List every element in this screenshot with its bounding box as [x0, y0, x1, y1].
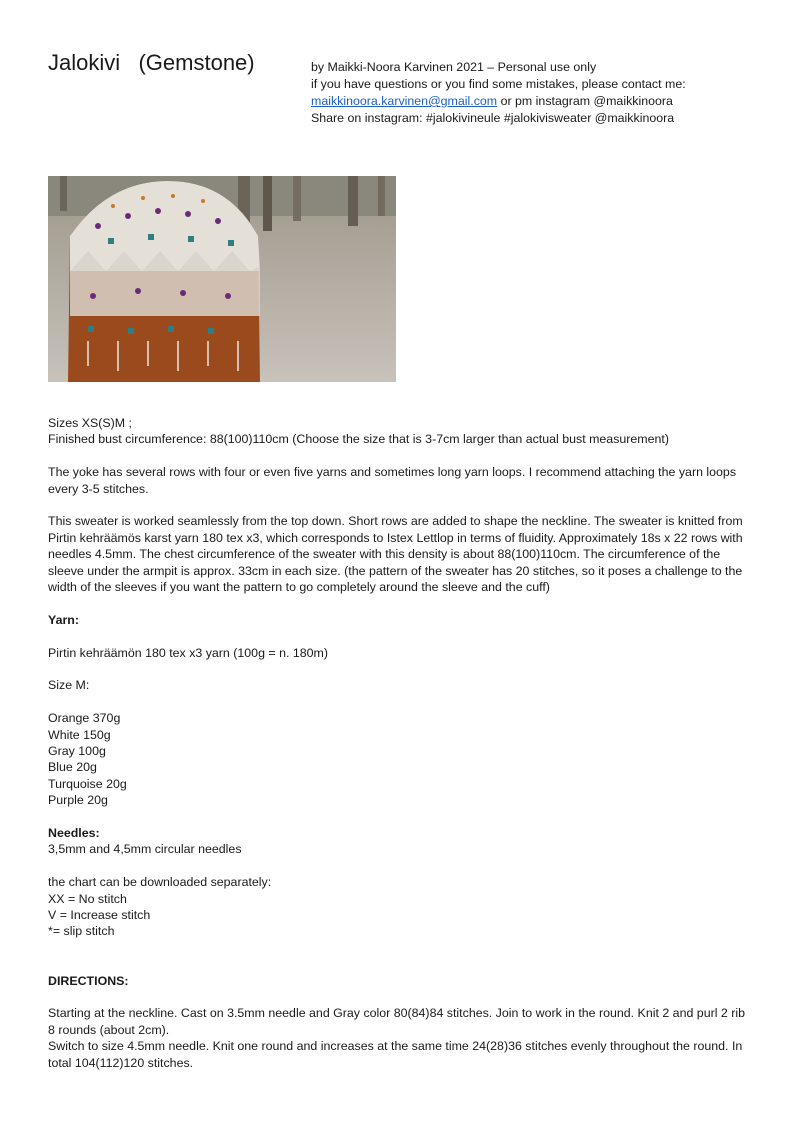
yarn-amount: Blue 20g: [48, 760, 97, 775]
contact-text: if you have questions or you find some mistakes, please contact me:: [311, 77, 686, 91]
chart-text: the chart can be downloaded separately:: [48, 875, 272, 890]
bust-text: Finished bust circumference: 88(100)110cm (Choose the size that is 3-7cm larger than actual bust measurement): [48, 432, 669, 447]
legend-item: V = Increase stitch: [48, 908, 151, 923]
sizes-text: Sizes XS(S)M ;: [48, 416, 132, 430]
construction-text-4: sleeve under the armpit is approx. 33cm in each size. (the pattern of the sweater has 20 stitches, so it poses a challenge to the: [48, 563, 743, 578]
pattern-title: Jalokivi (Gemstone): [48, 50, 255, 75]
contact-line: [311, 93, 686, 110]
pattern-body: [48, 415, 753, 1071]
construction-text-1: This sweater is worked seamlessly from the top down. Short rows are added to shape the neckline. The sweater is knitted from: [48, 514, 743, 529]
instagram-text: or pm instagram @maikkinoora: [497, 94, 673, 108]
yarn-amount: Gray 100g: [48, 744, 106, 759]
sweater-photo-illustration: [48, 176, 396, 382]
share-text: Share on instagram: #jalokivineule #jalokivisweater @maikkinoora: [311, 111, 675, 125]
legend-item: *= slip stitch: [48, 924, 115, 939]
byline-block: [311, 59, 686, 127]
yarn-text: Pirtin kehräämön 180 tex x3 yarn (100g = n. 180m): [48, 645, 328, 660]
email-link[interactable]: maikkinoora.karvinen@gmail.com: [311, 94, 498, 108]
directions-text-1: Starting at the neckline. Cast on 3.5mm needle and Gray color 80(84)84 stitches. Join to work in the round. Knit 2 and purl 2 rib: [48, 1006, 746, 1021]
yoke-text-2: every 3-5 stitches.: [48, 481, 149, 496]
yarn-amount: Orange 370g: [48, 711, 121, 726]
directions-text-4: total 104(112)120 stitches.: [48, 1055, 194, 1070]
construction-text-5: width of the sleeves if you want the pattern to go completely around the sleeve and the cuff): [48, 580, 550, 595]
needles-text: 3,5mm and 4,5mm circular needles: [48, 842, 242, 857]
construction-text-3: needles 4.5mm. The chest circumference of the sweater with this density is about 88(100)110cm. The circumference of the: [48, 547, 721, 562]
byline-text: by Maikki-Noora Karvinen 2021 – Personal use only: [311, 60, 597, 74]
legend-item: XX = No stitch: [48, 891, 127, 906]
needles-heading: Needles:: [48, 826, 100, 841]
size-m-label: Size M:: [48, 678, 90, 693]
yarn-heading: Yarn:: [48, 612, 79, 627]
sweater-photo: [48, 176, 396, 382]
yarn-amount: Purple 20g: [48, 793, 108, 808]
yoke-text-1: The yoke has several rows with four or even five yarns and sometimes long yarn loops. I recommend attaching the yarn loops: [48, 465, 737, 480]
directions-text-3: Switch to size 4.5mm needle. Knit one round and increases at the same time 24(28)36 stitches evenly throughout the round. In: [48, 1039, 743, 1054]
directions-heading: DIRECTIONS:: [48, 973, 129, 988]
construction-text-2: Pirtin kehräämös karst yarn 180 tex x3, which corresponds to Istex Lettlop in terms of fluidity. Approximately 18s x 22 rows with: [48, 530, 743, 545]
yarn-amount: White 150g: [48, 727, 111, 742]
directions-text-2: 8 rounds (about 2cm).: [48, 1022, 170, 1037]
yarn-amount: Turquoise 20g: [48, 776, 127, 791]
